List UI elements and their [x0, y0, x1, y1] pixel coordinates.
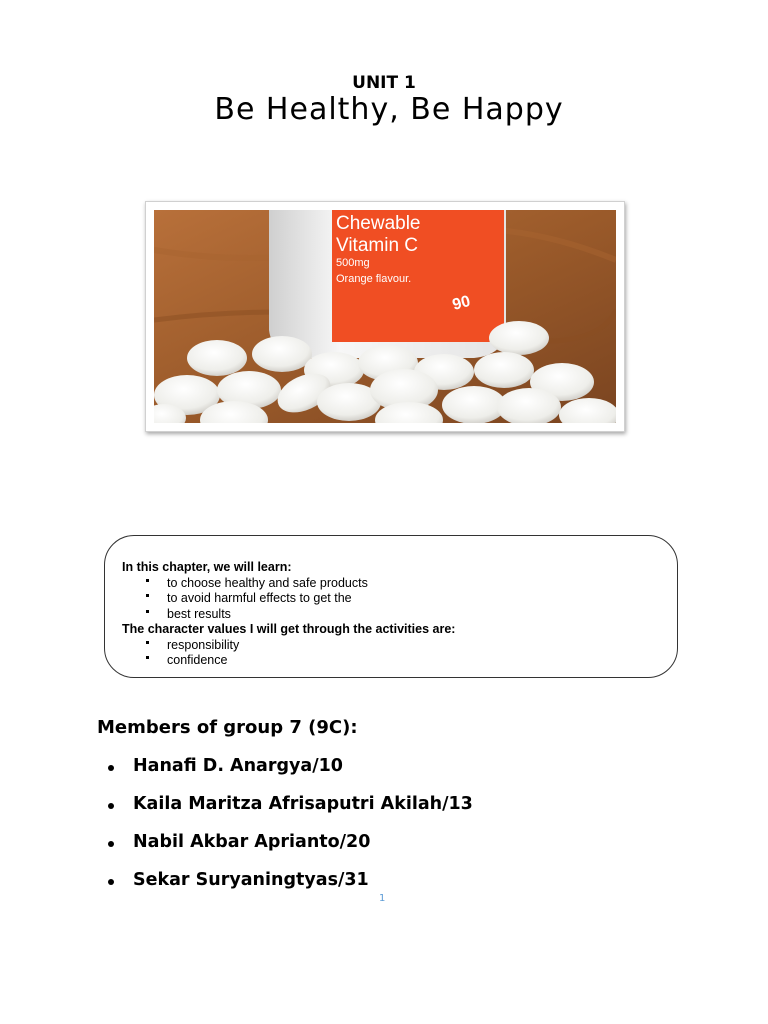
values-list [122, 638, 662, 669]
label-count: 90 [450, 292, 473, 314]
vitamin-c-photo [145, 201, 625, 432]
bullet-icon [108, 841, 114, 847]
member-item: Sekar Suryaningtyas/31 [108, 870, 473, 908]
label-dose: 500mg [336, 257, 370, 269]
bullet-icon [108, 803, 114, 809]
learning-objectives-box [104, 535, 678, 678]
list-item: responsibility [122, 638, 662, 654]
page-number: 1 [379, 893, 386, 904]
list-item: to choose healthy and safe products [122, 576, 662, 592]
bullet-icon [146, 579, 149, 582]
member-item: Hanafi D. Anargya/10 [108, 756, 473, 794]
label-flavour: Orange flavour. [336, 273, 412, 285]
unit-label: UNIT 1 [352, 73, 416, 93]
member-item: Kaila Maritza Afrisaputri Akilah/13 [108, 794, 473, 832]
bullet-icon [108, 879, 114, 885]
list-item: best results [122, 607, 662, 623]
bullet-icon [146, 610, 149, 613]
member-item: Nabil Akbar Aprianto/20 [108, 832, 473, 870]
bullet-icon [146, 656, 149, 659]
bullet-icon [108, 765, 114, 771]
page-title: Be Healthy, Be Happy [214, 92, 564, 127]
bullet-icon [146, 641, 149, 644]
vitamin-c-bottle-image [154, 210, 616, 423]
label-line2: Vitamin C [336, 235, 419, 256]
members-list [108, 756, 473, 908]
learn-heading: In this chapter, we will learn: [122, 560, 292, 574]
members-heading: Members of group 7 (9C): [97, 717, 358, 738]
list-item: confidence [122, 653, 662, 669]
label-line1: Chewable [336, 213, 421, 234]
list-item: to avoid harmful effects to get the [122, 591, 662, 607]
bullet-icon [146, 594, 149, 597]
learn-list [122, 576, 662, 623]
values-heading: The character values I will get through the activities are: [122, 622, 456, 636]
